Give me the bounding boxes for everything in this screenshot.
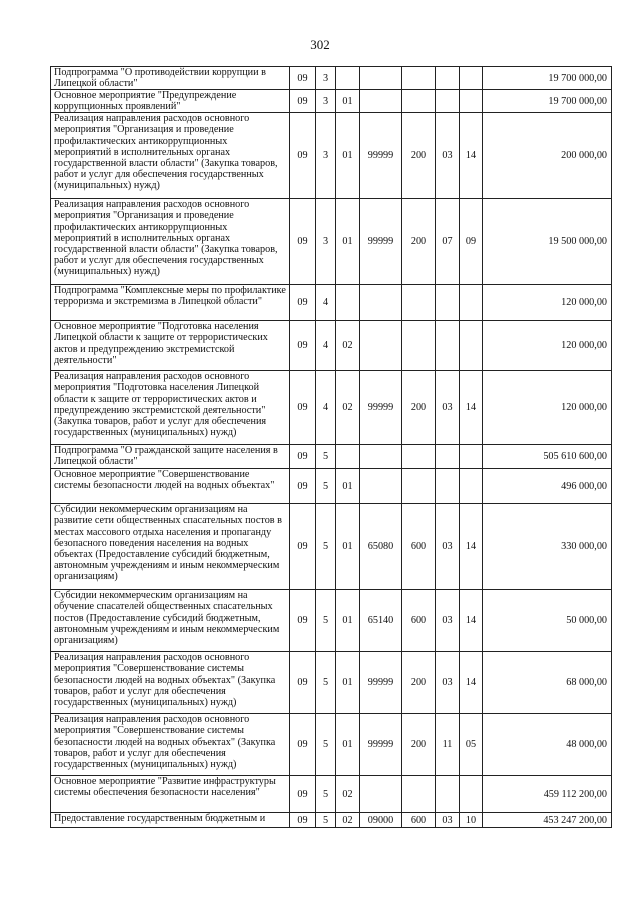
- row-code-c2: 3: [316, 113, 336, 199]
- row-code-c7: 09: [460, 199, 483, 285]
- row-code-c4: 65140: [360, 590, 402, 652]
- row-code-c6: [436, 776, 460, 813]
- row-code-c4: [360, 776, 402, 813]
- row-code-c5: [402, 445, 436, 469]
- row-name: Основное мероприятие "Совершенствование системы безопасности людей на водных объектах": [51, 469, 290, 504]
- row-code-c2: 4: [316, 285, 336, 321]
- row-name: Реализация направления расходов основного мероприятия "Совершенствование системы безопасности людей на водных объектах" (Закупка товаров, работ и услуг для обеспечения государственных (муниципальных) нужд): [51, 652, 290, 714]
- row-code-c6: 03: [436, 813, 460, 828]
- table-row: [51, 504, 612, 590]
- row-code-c1: 09: [290, 321, 316, 371]
- row-code-c4: 65080: [360, 504, 402, 590]
- row-code-c4: [360, 285, 402, 321]
- row-code-c7: 14: [460, 652, 483, 714]
- row-code-c2: 5: [316, 590, 336, 652]
- row-code-c1: 09: [290, 113, 316, 199]
- row-code-c7: 05: [460, 714, 483, 776]
- row-amount: 120 000,00: [483, 321, 612, 371]
- row-code-c7: [460, 321, 483, 371]
- row-code-c1: 09: [290, 652, 316, 714]
- row-code-c6: 11: [436, 714, 460, 776]
- row-code-c5: 600: [402, 504, 436, 590]
- table-row: [51, 199, 612, 285]
- table-row: [51, 285, 612, 321]
- row-name: Основное мероприятие "Подготовка населения Липецкой области к защите от террористических актов и предупреждению экстремистской деятельности": [51, 321, 290, 371]
- row-amount: 120 000,00: [483, 371, 612, 445]
- row-code-c2: 5: [316, 776, 336, 813]
- table-row: [51, 469, 612, 504]
- row-code-c3: 02: [336, 776, 360, 813]
- row-code-c3: [336, 285, 360, 321]
- table-row: [51, 113, 612, 199]
- row-code-c4: 99999: [360, 652, 402, 714]
- row-amount: 48 000,00: [483, 714, 612, 776]
- row-code-c2: 5: [316, 813, 336, 828]
- row-code-c4: 99999: [360, 199, 402, 285]
- table-row: [51, 90, 612, 113]
- row-name: Реализация направления расходов основного мероприятия "Организация и проведение профилактических антикоррупционных мероприятий в исполнительных органах государственной власти области" (Закупка товаров, работ и услуг для обеспечения государственных (муниципальных) нужд): [51, 113, 290, 199]
- row-code-c5: [402, 469, 436, 504]
- row-code-c3: 01: [336, 504, 360, 590]
- row-code-c2: 5: [316, 504, 336, 590]
- row-code-c5: 200: [402, 199, 436, 285]
- table-body: [51, 67, 612, 828]
- row-code-c7: 14: [460, 371, 483, 445]
- row-code-c5: 200: [402, 371, 436, 445]
- row-code-c1: 09: [290, 590, 316, 652]
- row-code-c7: [460, 285, 483, 321]
- row-code-c4: [360, 90, 402, 113]
- row-code-c6: 03: [436, 371, 460, 445]
- row-code-c2: 3: [316, 90, 336, 113]
- row-code-c6: 03: [436, 113, 460, 199]
- row-code-c5: [402, 67, 436, 90]
- row-amount: 453 247 200,00: [483, 813, 612, 828]
- row-code-c5: 600: [402, 813, 436, 828]
- row-code-c6: 03: [436, 652, 460, 714]
- row-amount: 19 500 000,00: [483, 199, 612, 285]
- row-code-c3: [336, 67, 360, 90]
- row-code-c1: 09: [290, 199, 316, 285]
- row-name: Основное мероприятие "Предупреждение коррупционных проявлений": [51, 90, 290, 113]
- row-name: Субсидии некоммерческим организациям на развитие сети общественных спасательных постов в местах массового отдыха населения и пропаганду безопасного поведения населения на водных объектах (Предоставление субсидий бюджетным, автономным учреждениям и иным некоммерческим организациям): [51, 504, 290, 590]
- row-code-c5: 200: [402, 714, 436, 776]
- row-code-c3: 01: [336, 652, 360, 714]
- row-code-c4: [360, 67, 402, 90]
- row-code-c2: 3: [316, 199, 336, 285]
- row-code-c1: 09: [290, 445, 316, 469]
- budget-table: [50, 66, 612, 828]
- row-name: Реализация направления расходов основного мероприятия "Подготовка населения Липецкой области к защите от террористических актов и предупреждению экстремистской деятельности" (Закупка товаров, работ и услуг для обеспечения государственных (муниципальных) нужд): [51, 371, 290, 445]
- row-code-c5: 200: [402, 113, 436, 199]
- row-code-c5: [402, 776, 436, 813]
- row-code-c7: 14: [460, 113, 483, 199]
- row-code-c5: [402, 285, 436, 321]
- row-name: Подпрограмма "О противодействии коррупции в Липецкой области": [51, 67, 290, 90]
- row-amount: 50 000,00: [483, 590, 612, 652]
- row-code-c3: 01: [336, 199, 360, 285]
- row-name: Основное мероприятие "Развитие инфраструктуры системы обеспечения безопасности населения": [51, 776, 290, 813]
- row-code-c7: 10: [460, 813, 483, 828]
- row-code-c5: 200: [402, 652, 436, 714]
- row-code-c3: 01: [336, 113, 360, 199]
- row-amount: 330 000,00: [483, 504, 612, 590]
- row-code-c4: 99999: [360, 371, 402, 445]
- row-code-c3: 02: [336, 321, 360, 371]
- table-row: [51, 67, 612, 90]
- row-code-c1: 09: [290, 371, 316, 445]
- row-code-c7: 14: [460, 504, 483, 590]
- page-number: 302: [310, 37, 330, 52]
- row-name: Реализация направления расходов основного мероприятия "Совершенствование системы безопасности людей на водных объектах" (Закупка товаров, работ и услуг для обеспечения государственных (муниципальных) нужд): [51, 714, 290, 776]
- row-amount: 68 000,00: [483, 652, 612, 714]
- table-row: [51, 590, 612, 652]
- row-code-c7: [460, 67, 483, 90]
- row-name: Подпрограмма "О гражданской защите населения в Липецкой области": [51, 445, 290, 469]
- row-code-c2: 5: [316, 652, 336, 714]
- row-code-c6: [436, 285, 460, 321]
- row-amount: 19 700 000,00: [483, 67, 612, 90]
- row-code-c6: [436, 469, 460, 504]
- row-code-c3: 01: [336, 469, 360, 504]
- row-code-c2: 4: [316, 321, 336, 371]
- row-name: Предоставление государственным бюджетным и: [51, 813, 290, 828]
- row-code-c5: [402, 90, 436, 113]
- row-name: Субсидии некоммерческим организациям на обучение спасателей общественных спасательных постов (Предоставление субсидий бюджетным, автономным учреждениям и иным некоммерческим организациям): [51, 590, 290, 652]
- row-code-c3: 01: [336, 590, 360, 652]
- row-amount: 505 610 600,00: [483, 445, 612, 469]
- row-code-c6: 03: [436, 590, 460, 652]
- row-code-c7: [460, 90, 483, 113]
- row-code-c3: 02: [336, 813, 360, 828]
- row-code-c6: 03: [436, 504, 460, 590]
- row-code-c1: 09: [290, 285, 316, 321]
- row-name: Подпрограмма "Комплексные меры по профилактике терроризма и экстремизма в Липецкой области": [51, 285, 290, 321]
- row-code-c1: 09: [290, 469, 316, 504]
- row-code-c3: [336, 445, 360, 469]
- row-name: Реализация направления расходов основного мероприятия "Организация и проведение профилактических антикоррупционных мероприятий в исполнительных органах государственной власти области" (Закупка товаров, работ и услуг для обеспечения государственных (муниципальных) нужд): [51, 199, 290, 285]
- row-code-c4: 09000: [360, 813, 402, 828]
- table-row: [51, 776, 612, 813]
- row-code-c6: 07: [436, 199, 460, 285]
- row-code-c7: [460, 469, 483, 504]
- table-row: [51, 371, 612, 445]
- row-code-c1: 09: [290, 90, 316, 113]
- row-code-c3: 01: [336, 90, 360, 113]
- row-code-c1: 09: [290, 776, 316, 813]
- table-row: [51, 321, 612, 371]
- row-code-c4: [360, 469, 402, 504]
- row-code-c1: 09: [290, 813, 316, 828]
- table-row: [51, 813, 612, 828]
- row-code-c2: 5: [316, 714, 336, 776]
- row-code-c2: 4: [316, 371, 336, 445]
- table-row: [51, 652, 612, 714]
- row-code-c5: [402, 321, 436, 371]
- row-code-c3: 01: [336, 714, 360, 776]
- row-code-c7: [460, 776, 483, 813]
- row-code-c2: 3: [316, 67, 336, 90]
- row-code-c1: 09: [290, 67, 316, 90]
- row-code-c1: 09: [290, 504, 316, 590]
- row-code-c2: 5: [316, 445, 336, 469]
- row-code-c6: [436, 321, 460, 371]
- row-code-c6: [436, 445, 460, 469]
- table-row: [51, 714, 612, 776]
- row-code-c6: [436, 67, 460, 90]
- row-code-c4: [360, 445, 402, 469]
- row-code-c4: [360, 321, 402, 371]
- row-code-c7: [460, 445, 483, 469]
- row-code-c2: 5: [316, 469, 336, 504]
- row-code-c4: 99999: [360, 714, 402, 776]
- row-amount: 120 000,00: [483, 285, 612, 321]
- row-code-c6: [436, 90, 460, 113]
- row-amount: 19 700 000,00: [483, 90, 612, 113]
- row-code-c3: 02: [336, 371, 360, 445]
- table-row: [51, 445, 612, 469]
- row-code-c4: 99999: [360, 113, 402, 199]
- row-amount: 459 112 200,00: [483, 776, 612, 813]
- row-amount: 200 000,00: [483, 113, 612, 199]
- row-code-c5: 600: [402, 590, 436, 652]
- row-code-c1: 09: [290, 714, 316, 776]
- row-amount: 496 000,00: [483, 469, 612, 504]
- row-code-c7: 14: [460, 590, 483, 652]
